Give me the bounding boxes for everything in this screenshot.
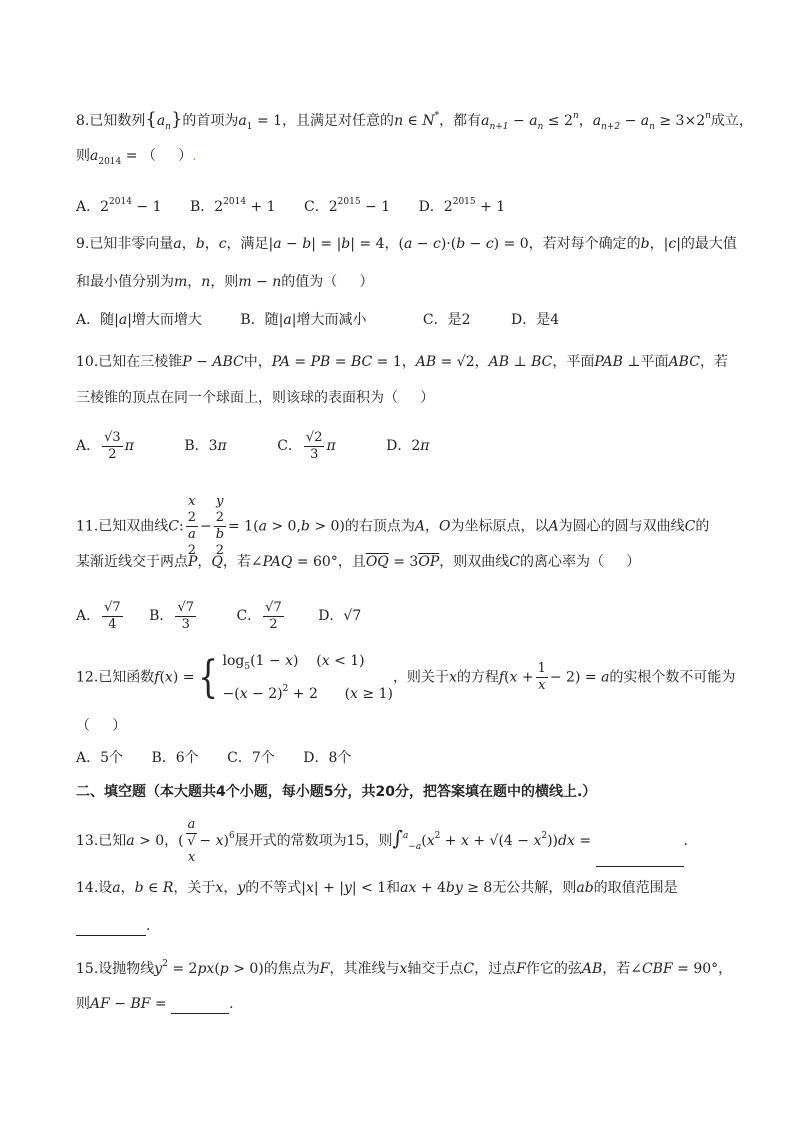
q8-line1: 8.已知数列$\{a_n\}$的首项为$a_1 = 1$，且满足对任意的n ∈ N*，都有$a_{n+1} - a_n \le 2^n$，$a_{n+2} - a_n \ge 3\times 2^n$成立，: [76, 109, 753, 132]
q11-line1: 11.已知双曲线C: x 2 a 2 − y 2 b 2 = 1(a > 0,b > 0)的右顶点为A，O为坐标原点，以A为圆心的圆与双曲线C的: [76, 494, 710, 558]
q8-option-c: C．$2^{2015} - 1$: [304, 197, 391, 215]
q10-options: [76, 426, 453, 466]
q15-line1: 15.设抛物线$y^2 = 2px(p > 0)$的焦点为F，其准线与x轴交于点C，过点F作它的弦AB，若∠CBF = 90°，: [76, 959, 733, 977]
q9-option-c: C．是2: [422, 312, 471, 328]
q12-option-a: A．5个: [76, 750, 124, 766]
q13-line: 13.已知a > 0，( a √ x − x)$^6$展开式的常数项为15，则$\int^a_{-a}(x^2 + x + √(4 - x^2))dx$ = .: [76, 816, 688, 867]
q9-options: [76, 310, 583, 330]
q9-line2: 和最小值分别为m，n，则m − n的值为（ ）: [76, 274, 374, 290]
q12-option-b: B．6个: [151, 750, 199, 766]
q12-option-d: D．8个: [303, 750, 352, 766]
q10-line2: 三棱锥的顶点在同一个球面上，则该球的表面积为（ ）: [76, 390, 435, 406]
q12-line2: （ ）: [76, 718, 127, 734]
q10-option-c: C． $\frac{√2}{3}$ π: [277, 429, 336, 462]
q8-option-b: B．$2^{2014} + 1$: [189, 197, 276, 215]
q8-option-a: A．$2^{2014} - 1$: [76, 197, 162, 215]
q11-option-c: C． $\frac{√7}{2}$: [236, 599, 282, 632]
q10-option-d: D．2π: [386, 438, 430, 454]
q11-option-a: A． $\frac{√7}{4}$: [76, 599, 121, 632]
q9-option-a: A．随|a|增大而增大: [76, 312, 202, 328]
q10-line1: 10.已知在三棱锥P − ABC中，PA = PB = BC = 1，AB = √2，AB ⊥ BC，平面PAB ⊥平面ABC，若: [76, 354, 728, 370]
q8-option-d: D．$2^{2015} + 1$: [418, 197, 506, 215]
q12-option-c: C．7个: [227, 750, 275, 766]
q15-line2: 则AF − BF = .: [76, 996, 234, 1012]
q9-line1: 9.已知非零向量a，b，c，满足|a − b| = |b| = 4，(a − c)·(b − c) = 0，若对每个确定的b，|c|的最大值: [76, 236, 737, 252]
q12-line1: 12.已知函数f(x) ={ $\log_5(1 - x)$ (x < 1) $-(x - 2)^2 + 2$ (x ≥ 1) ，则关于x的方程f(x + $\frac{1}{x}$ − 2) = a的实根个数不可能为: [76, 651, 736, 703]
section-2-heading: 二、填空题（本大题共4个小题，每小题5分，共20分，把答案填在题中的横线上.）: [76, 784, 597, 800]
q8-options: [76, 192, 529, 217]
q12-options: [76, 748, 375, 768]
q11-option-d: D．√7: [318, 608, 362, 624]
q9-option-b: B．随|a|增大而减小: [240, 312, 367, 328]
q10-option-a: A． $\frac{√3}{2}$ π: [76, 429, 134, 462]
q10-option-b: B．3π: [184, 438, 227, 454]
q9-option-d: D．是4: [510, 312, 560, 328]
q14-line2: .: [76, 916, 150, 936]
q11-line2: 某渐近线交于两点P，Q，若∠PAQ = 60°，且$\overline{OQ} = 3\overline{OP}$，则双曲线C的离心率为（ ）: [76, 554, 641, 570]
q14-line1: 14.设a，b ∈ R，关于x，y的不等式|x| + |y| < 1和ax + 4by ≥ 8无公共解，则ab的取值范围是: [76, 880, 678, 896]
q8-line2: 则$a_{2014}$ = （ ）.: [76, 148, 197, 167]
q11-option-b: B． $\frac{√7}{3}$: [149, 599, 194, 632]
q11-options: [76, 596, 385, 636]
